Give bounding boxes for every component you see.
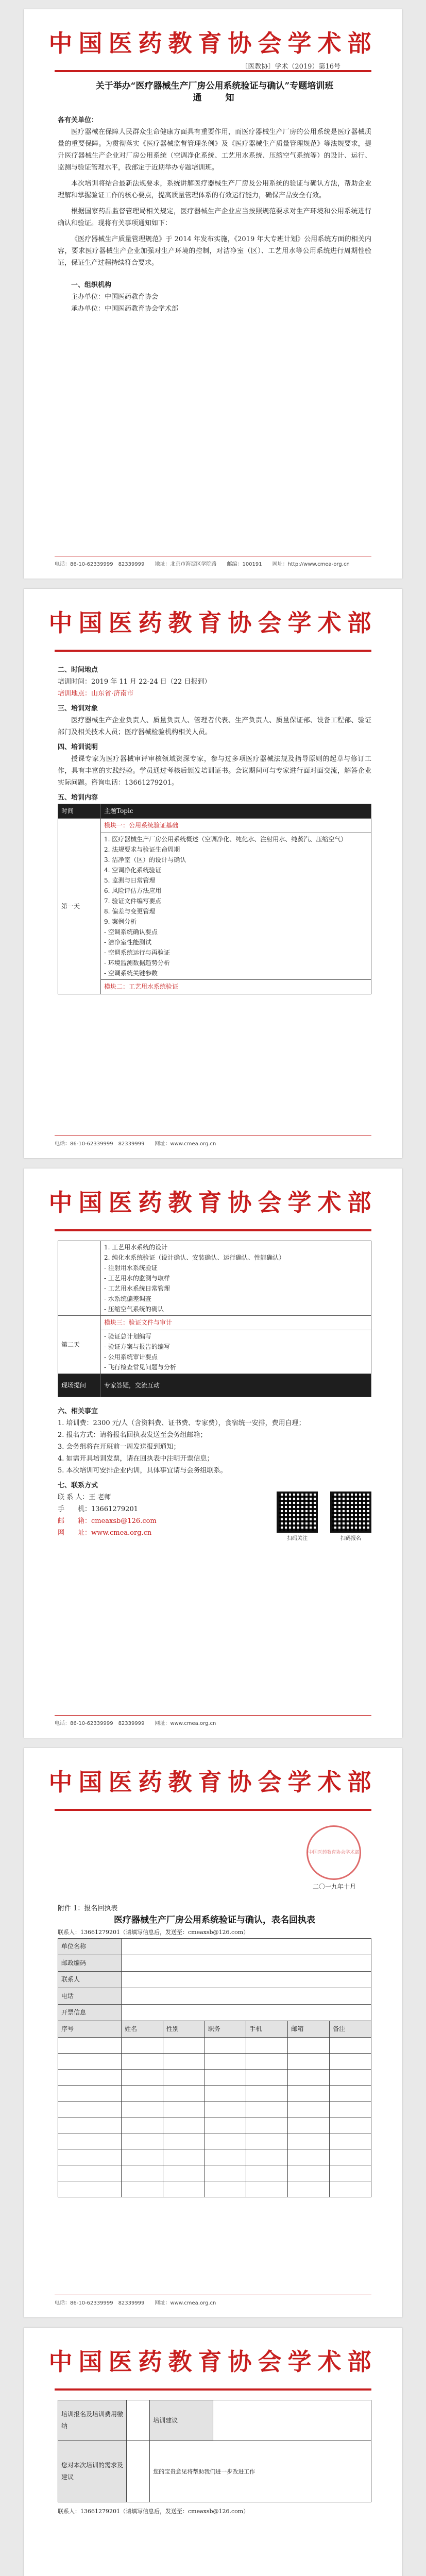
module-1-title: 模块一：公用系统验证基础 [101,819,371,833]
form-input-cell[interactable] [122,1972,371,1988]
footer: 电话：86-10-62339999 82339999 网址：www.cmea.org.cn [55,1715,371,1726]
co-organizer: 承办单位：中国医药教育协会学术部 [71,305,179,313]
form-row [58,2005,371,2021]
topic-item: 3. 洁净室（区）的设计与确认 [104,856,186,863]
form-label: 开票信息 [58,2005,122,2021]
topic-item: 1. 医疗器械生产厂房公用系统概述（空调净化、纯化水、注射用水、纯蒸汽、压缩空气） [104,836,347,843]
form-table-cont [58,2400,371,2502]
letterhead-title: 中国医药教育协会学术部 [48,1189,378,1216]
training-notes: 授课专家为医疗器械审评审核领域资深专家，参与过多项医疗器械法规及指导原则的起草与修订工作，具有丰富的实践经验。学员通过考核后颁发培训证书。会议期间可与专家进行面对面交流，解答企业实际问题。咨询电话：13661279201。 [58,755,371,787]
day-1-cell: 第一天 [58,819,101,994]
topic-item: - 空调系统运行与再验证 [104,949,170,956]
form-input-cell[interactable] [213,2400,371,2441]
topic-item: - 洁净室性能测试 [104,939,151,946]
topic-item: - 空调系统确认要点 [104,928,158,936]
qa-text: 专家答疑，交流互动 [101,1374,371,1397]
form-row[interactable] [58,2149,371,2165]
form-col-header: 序号 [58,2021,122,2038]
form-input-cell[interactable] [122,1955,371,1972]
form-row [58,2400,371,2441]
page-4 [24,1748,402,2317]
footer: 电话：86-10-62339999 82339999 网址：www.cmea.org.cn [55,1136,371,1147]
qr-code-icon [330,1492,371,1533]
training-details-cont [58,1241,371,1545]
section-organization: 一、组织机构 [71,281,112,289]
form-input-cell[interactable] [122,2005,371,2021]
col-topic: 主题Topic [101,804,371,819]
form-col-header: 姓名 [122,2021,163,2038]
topic-item: 7. 验证文件编写要点 [104,897,162,905]
topic-item: - 验证总计划编写 [104,1333,151,1340]
section-contact: 七、联系方式 [58,1482,98,1489]
module-row [58,980,371,994]
topic-item: - 水系统偏差调查 [104,1295,151,1302]
qr-block-2 [330,1492,371,1545]
fee-3: 3. 会务组将在开班前一周发送报到通知； [58,1443,180,1451]
letterhead-title: 中国医药教育协会学术部 [48,609,378,637]
form-label: 培训建议 [150,2400,213,2441]
form-col-header: 备注 [330,2021,371,2038]
qa-label: 现场提问 [58,1374,101,1397]
form-input-cell[interactable] [122,1988,371,2005]
fee-2: 2. 报名方式：请将报名回执表发送至会务组邮箱； [58,1431,207,1439]
topics-list-2 [101,1241,371,1316]
contact-website[interactable]: 网 址：www.cmea.org.cn [58,1529,152,1537]
topics-row [58,1330,371,1374]
official-seal: 中国医药教育协会学术部 [306,1825,361,1880]
module-row [58,1316,371,1330]
form-col-header: 职务 [205,2021,246,2038]
form-row[interactable] [58,2165,371,2181]
module-2-title: 模块二：工艺用水系统验证 [101,980,371,994]
form-label: 邮政编码 [58,1955,122,1972]
topics-list [101,833,371,980]
form-table [58,1938,371,2197]
topic-item: - 环境监测数据趋势分析 [104,959,170,967]
section-notes: 四、培训说明 [58,743,98,751]
form-row [58,2441,371,2502]
topic-item: - 压缩空气系统的确认 [104,1306,164,1313]
fee-1: 1. 培训费：2300 元/人（含资料费、证书费、专家费），食宿统一安排，费用自理； [58,1419,305,1427]
form-note: 您的宝贵意见将帮助我们进一步改进工作 [150,2441,371,2502]
footer: 电话：86-10-62339999 82339999 网址：www.cmea.org.cn [55,2295,371,2306]
registration-form [58,1903,371,2197]
form-label: 单位名称 [58,1939,122,1955]
form-row[interactable] [58,2054,371,2070]
contact-name: 联 系 人：王 老师 [58,1494,111,1501]
form-row[interactable] [58,2133,371,2149]
attachment-label: 附件 1：报名回执表 [58,1905,118,1912]
contact-phone: 手 机：13661279201 [58,1505,138,1513]
topics-row [58,833,371,980]
topic-item: - 空调系统关键参数 [104,970,158,977]
schedule-table-cont [58,1241,371,1397]
schedule-table [58,804,371,994]
form-tip-2: 联系人：13661279201（请填写信息后，发送至：cmeaxsb@126.com） [58,2508,249,2515]
topic-item: 2. 法规要求与验证生命周期 [104,846,180,853]
qr-caption: 扫码报名 [340,1536,361,1541]
form-row[interactable] [58,2070,371,2086]
form-input-cell[interactable] [127,2441,150,2502]
section-target: 三、培训对象 [58,705,98,713]
page-5 [24,2328,402,2576]
module-3-title: 模块三：验证文件与审计 [101,1316,371,1330]
training-time: 培训时间：2019 年 11 月 22-24 日（22 日报到） [58,678,211,686]
topic-item: 2. 纯化水系统验证（设计确认、安装确认、运行确认、性能确认） [104,1254,285,1261]
form-title: 医疗器械生产厂房公用系统验证与确认，表名回执表 [114,1915,315,1925]
greeting: 各有关单位： [58,116,98,124]
contact-block [58,1492,371,1545]
section-content: 五、培训内容 [58,794,98,802]
form-row[interactable] [58,2038,371,2054]
form-row [58,1955,371,1972]
form-label: 联系人 [58,1972,122,1988]
form-input-cell[interactable] [127,2400,150,2441]
topic-item: - 工艺用水系统日常管理 [104,1285,170,1292]
letterhead-title: 中国医药教育协会学术部 [48,29,378,57]
form-row [58,1939,371,1955]
day-2-cell: 第二天 [58,1316,101,1374]
form-row [58,1988,371,2005]
section-time-place: 二、时间地点 [58,666,98,674]
col-time: 时间 [58,804,101,819]
form-input-cell[interactable] [122,1939,371,1955]
letterhead-rule [55,2388,371,2391]
letterhead-rule [55,650,371,652]
qr-codes [277,1492,371,1545]
page-3 [24,1168,402,1738]
letterhead-rule [55,1809,371,1811]
notice-body [58,80,371,315]
qr-code-icon [277,1492,318,1533]
form-header-row [58,2021,371,2038]
blank-cell [58,1241,101,1316]
fee-5: 5. 本次培训可安排企业内训，具体事宜请与会务组联系。 [58,1467,227,1475]
qa-row [58,1374,371,1397]
letterhead-title: 中国医药教育协会学术部 [48,2348,378,2376]
training-details [58,661,371,994]
topic-item: 5. 监测与日常管理 [104,877,156,884]
paragraph-4: 《医疗器械生产质量管理规范》于 2014 年发布实施，《2019 年大专班计划》公用系统方面的相关内容，要求医疗器械生产企业加强对生产环境的控制，对洁净室（区）、工艺用水等公用系统进行周期性验证，保证生产过程持续符合要求。 [58,235,371,267]
notice-subtitle: 通 知 [193,93,236,103]
paragraph-1: 医疗器械在保障人民群众生命健康方面具有重要作用，而医疗器械生产厂房的公用系统是医疗器械质量的重要保障。为贯彻落实《医疗器械监督管理条例》及《医疗器械生产质量管理规范》等法规要求，提升医疗器械生产企业对厂房公用系统（空调净化系统、工艺用水系统、压缩空气系统等）的设计、运行、监测与验证管理水平，我部定于近期举办专题培训班。 [58,128,371,172]
form-label: 电话 [58,1988,122,2005]
paragraph-2: 本次培训将结合最新法规要求，系统讲解医疗器械生产厂房及公用系统的验证与确认方法，帮助企业理解和掌握验证工作的核心要点，提高质量管理体系的有效运行能力，确保产品安全有效。 [58,180,371,199]
footer: 电话：86-10-62339999 82339999 地址：北京市海淀区学院路 邮编：100191 网址：http://www.cmea-org.cn [55,556,371,567]
topic-item: 6. 风险评估方法应用 [104,887,162,894]
letterhead-rule [55,1229,371,1231]
letterhead-title: 中国医药教育协会学术部 [48,1768,378,1796]
form-row[interactable] [58,2117,371,2133]
page-2 [24,589,402,1158]
module-row [58,819,371,833]
topic-item: - 注射用水系统验证 [104,1264,158,1272]
form-tip: 联系人：13661279201（请填写信息后，发送至：cmeaxsb@126.com） [58,1929,249,1936]
form-col-header: 性别 [163,2021,205,2038]
notice-title: 关于举办“医疗器械生产厂房公用系统验证与确认”专题培训班 [95,81,334,91]
organizer: 主办单位：中国医药教育协会 [71,293,159,301]
form-label: 您对本次培训的需求及建议 [58,2441,127,2502]
issue-date: 二〇一九年十月 [312,1883,356,1890]
training-place: 培训地点：山东省·济南市 [58,690,134,698]
form-col-header: 邮箱 [288,2021,330,2038]
form-row[interactable] [58,2086,371,2102]
form-col-header: 手机 [246,2021,288,2038]
form-row[interactable] [58,2181,371,2197]
registration-form-cont [58,2400,371,2517]
fee-4: 4. 如需开具培训发票，请在回执表中注明开票信息； [58,1455,214,1463]
topic-item: - 飞行检查常见问题与分析 [104,1364,176,1371]
topic-item: 1. 工艺用水系统的设计 [104,1244,168,1251]
form-row [58,1972,371,1988]
topic-item: - 工艺用水的监测与取样 [104,1275,170,1282]
topic-item: 8. 偏差与变更管理 [104,908,156,915]
document-number: 〔医教协〕学术（2019）第16号 [241,63,340,71]
topic-item: 9. 案例分析 [104,918,137,925]
contact-email[interactable]: 邮 箱：cmeaxsb@126.com [58,1517,157,1525]
training-target: 医疗器械生产企业负责人、质量负责人、管理者代表、生产负责人、质量保证部、设备工程部、验证部门及相关技术人员；医疗器械检验机构相关人员。 [58,717,371,736]
topic-item: - 验证方案与报告的编写 [104,1343,170,1350]
form-row[interactable] [58,2102,371,2117]
contact-info [58,1492,157,1545]
topic-item: - 公用系统审计要点 [104,1353,158,1361]
page-1 [24,9,402,579]
qr-caption: 扫码关注 [287,1536,308,1541]
topics-list-3 [101,1330,371,1374]
table-header-row [58,804,371,819]
paragraph-3: 根据国家药品监督管理局相关规定，医疗器械生产企业应当按照规范要求对生产环境和公用系统进行确认和验证。现将有关事项通知如下： [58,208,371,227]
qr-block-1 [277,1492,318,1545]
form-label: 培训报名及培训费用缴纳 [58,2400,127,2441]
topics-row [58,1241,371,1316]
section-fees: 六、相关事宜 [58,1408,98,1415]
topic-item: 4. 空调净化系统验证 [104,867,162,874]
